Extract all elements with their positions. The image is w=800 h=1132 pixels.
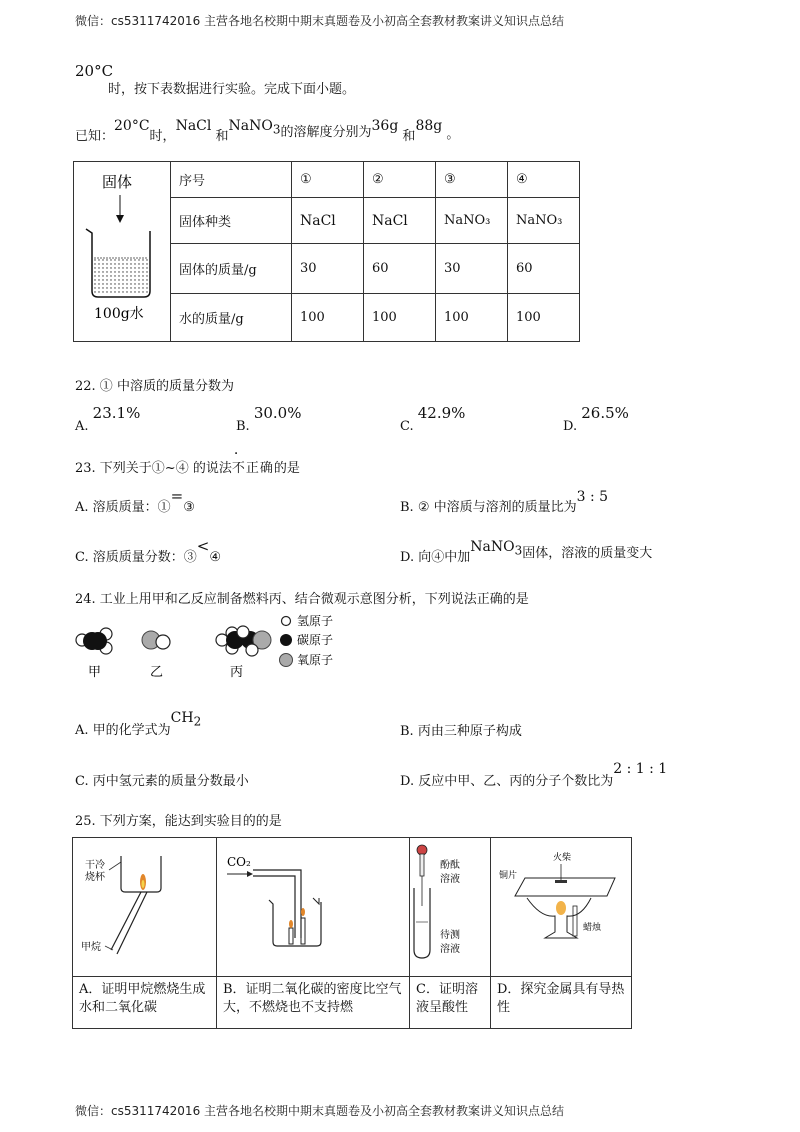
q22-option-b[interactable]: [236, 404, 302, 434]
fig-c-label1: 酚酞: [440, 860, 460, 871]
molecule-diagram: [70, 612, 370, 686]
figure-a-methane: [73, 838, 216, 972]
molecule-bing: [216, 626, 271, 656]
known-prefix: 已知：: [75, 129, 115, 144]
option-chem: CH: [170, 710, 194, 726]
cell-solid-4: NaNO₃: [508, 198, 580, 244]
fig-c-label4: 溶液: [440, 944, 460, 955]
figure-a-cell: [73, 838, 217, 977]
fig-b-label1: CO₂: [227, 855, 251, 869]
option-value: 23.1%: [92, 404, 141, 422]
q22-option-a[interactable]: [75, 404, 141, 434]
intro-temp: 20°C: [75, 62, 114, 80]
option-value: 3 : 5: [576, 489, 609, 505]
q25-figure-table: [72, 837, 632, 1029]
cell-water-3: 100: [436, 294, 508, 342]
option-end: 固体，溶液的质量变大: [522, 546, 653, 561]
option-letter: C.: [400, 419, 414, 434]
option-end: ④: [209, 550, 221, 565]
option-sub: 3: [514, 543, 523, 558]
cell-index-2: ②: [364, 162, 436, 198]
option-text: B. 丙由三种原子构成: [400, 724, 522, 739]
cell-mass-2: 60: [364, 244, 436, 294]
cell-mass-4: 60: [508, 244, 580, 294]
q23-emphasis: [232, 461, 274, 476]
cell-index-1: ①: [292, 162, 364, 198]
figure-c-phenol: [410, 838, 490, 972]
q23-stem-b: 不正确: [231, 461, 274, 476]
page-header: 微信：cs5311742016 主营各地名校期中期末真题卷及小初高全套教材教案讲义知识点总结: [75, 14, 565, 28]
option-letter: B.: [236, 419, 250, 434]
figure-c-cell: [410, 838, 491, 977]
known-sub3: 3: [272, 122, 281, 137]
option-text: C. 丙中氢元素的质量分数最小: [75, 774, 249, 789]
cell-solid-2: NaCl: [364, 198, 436, 244]
experiment-table: [73, 161, 580, 342]
option-letter: A.: [75, 419, 89, 434]
known-he2: 和: [402, 129, 416, 144]
option-text: D. 向④中加: [400, 550, 471, 565]
option-letter: D.: [563, 419, 578, 434]
row-header-water: 水的质量/g: [171, 294, 292, 342]
figure-d-cell: [491, 838, 632, 977]
cell-water-2: 100: [364, 294, 436, 342]
caption-a[interactable]: A．证明甲烷燃烧生成水和二氧化碳: [73, 977, 217, 1029]
fig-d-label1: 火柴: [553, 853, 572, 863]
fig-a-label2: 烧杯: [85, 872, 105, 883]
label-yi: 乙: [150, 665, 164, 680]
label-bing: 丙: [230, 665, 244, 680]
fig-a-label3: 甲烷: [81, 942, 101, 953]
option-sub: 2: [193, 714, 202, 729]
option-text: B. ② 中溶质与溶剂的质量比为: [400, 500, 577, 515]
row-header-mass: 固体的质量/g: [171, 244, 292, 294]
known-36: 36g: [371, 118, 399, 134]
caption-c[interactable]: C．证明溶液呈酸性: [410, 977, 491, 1029]
known-nacl: NaCl: [175, 118, 212, 134]
legend-hydrogen-icon: [282, 617, 291, 626]
option-symbol: =: [170, 487, 184, 505]
known-shi: 时，: [149, 129, 176, 144]
known-end: 。: [446, 127, 460, 142]
legend-hydrogen: 氢原子: [297, 614, 334, 628]
q22-option-d[interactable]: [563, 404, 629, 434]
figure-b-co2: [217, 838, 409, 972]
cell-water-4: 100: [508, 294, 580, 342]
option-end: ③: [183, 500, 195, 515]
legend-oxygen: 氧原子: [297, 653, 334, 667]
fig-d-label3: 蜡烛: [583, 923, 602, 933]
page-footer: 微信：cs5311742016 主营各地名校期中期末真题卷及小初高全套教材教案讲义知识点总结: [75, 1104, 565, 1118]
option-text: A. 溶质质量：①: [75, 500, 171, 515]
q23-option-b[interactable]: [400, 486, 609, 515]
cell-water-1: 100: [292, 294, 364, 342]
molecule-yi: [142, 631, 170, 649]
option-value: 2 : 1 : 1: [613, 761, 668, 777]
q24-stem: 24. 工业上用甲和乙反应制备燃料丙、结合微观示意图分析，下列说法正确的是: [75, 592, 529, 607]
legend-carbon-icon: [280, 634, 292, 646]
cell-solid-1: NaCl: [292, 198, 364, 244]
option-chem: NaNO: [470, 539, 515, 555]
known-line: [75, 115, 460, 144]
q24-option-a[interactable]: [75, 707, 202, 738]
cell-mass-1: 30: [292, 244, 364, 294]
legend-carbon: 碳原子: [297, 633, 334, 647]
caption-d[interactable]: D．探究金属具有导热性: [491, 977, 632, 1029]
known-temp: 20°C: [114, 118, 150, 134]
cell-index-4: ④: [508, 162, 580, 198]
option-value: 30.0%: [253, 404, 302, 422]
caption-b[interactable]: B．证明二氧化碳的密度比空气大，不燃烧也不支持燃: [217, 977, 410, 1029]
q23-option-c[interactable]: [75, 536, 221, 565]
row-header-index: 序号: [171, 162, 292, 198]
q23-stem-c: 的是: [273, 461, 300, 476]
beaker-figure: [74, 163, 170, 341]
option-value: 26.5%: [581, 404, 629, 422]
row-header-solid: 固体种类: [171, 198, 292, 244]
fig-c-label3: 待测: [440, 930, 460, 941]
q25-stem: 25. 下列方案，能达到实验目的的是: [75, 814, 282, 829]
figure-b-cell: [217, 838, 410, 977]
q23-stem-a: 23. 下列关于①~④ 的说法: [75, 461, 232, 476]
q24-option-b[interactable]: [400, 720, 522, 739]
fig-a-label1: 干冷: [85, 860, 105, 871]
legend-oxygen-icon: [280, 654, 293, 667]
cell-index-3: ③: [436, 162, 508, 198]
q23-option-d[interactable]: [400, 536, 653, 565]
known-88: 88g: [415, 118, 443, 134]
intro-line1: 时，按下表数据进行实验。完成下面小题。: [108, 82, 356, 97]
beaker-bottom-label: 100g水: [94, 305, 144, 322]
molecule-jia: [76, 628, 112, 654]
q22-option-c[interactable]: [400, 404, 466, 434]
q22-stem: 22. ① 中溶质的质量分数为: [75, 379, 234, 394]
q23-option-a[interactable]: [75, 486, 195, 515]
option-symbol: <: [196, 537, 210, 555]
fig-c-label2: 溶液: [440, 874, 460, 885]
q24-option-c[interactable]: [75, 770, 249, 789]
option-text: D. 反应中甲、乙、丙的分子个数比为: [400, 774, 614, 789]
fig-d-label2: 铜片: [499, 871, 518, 881]
option-text: A. 甲的化学式为: [75, 723, 171, 738]
cell-solid-3: NaNO₃: [436, 198, 508, 244]
figure-d-copper: [491, 838, 631, 972]
label-jia: 甲: [88, 665, 102, 680]
known-nano3: NaNO: [228, 118, 273, 134]
known-he: 和: [215, 129, 229, 144]
cell-mass-3: 30: [436, 244, 508, 294]
beaker-cell: [74, 162, 171, 342]
option-value: 42.9%: [417, 404, 466, 422]
q24-option-d[interactable]: [400, 758, 668, 789]
known-solubility: 的溶解度分别为: [280, 125, 372, 140]
beaker-top-label: 固体: [102, 172, 133, 191]
q23-stem: [75, 457, 300, 476]
option-text: C. 溶质质量分数：③: [75, 550, 197, 565]
